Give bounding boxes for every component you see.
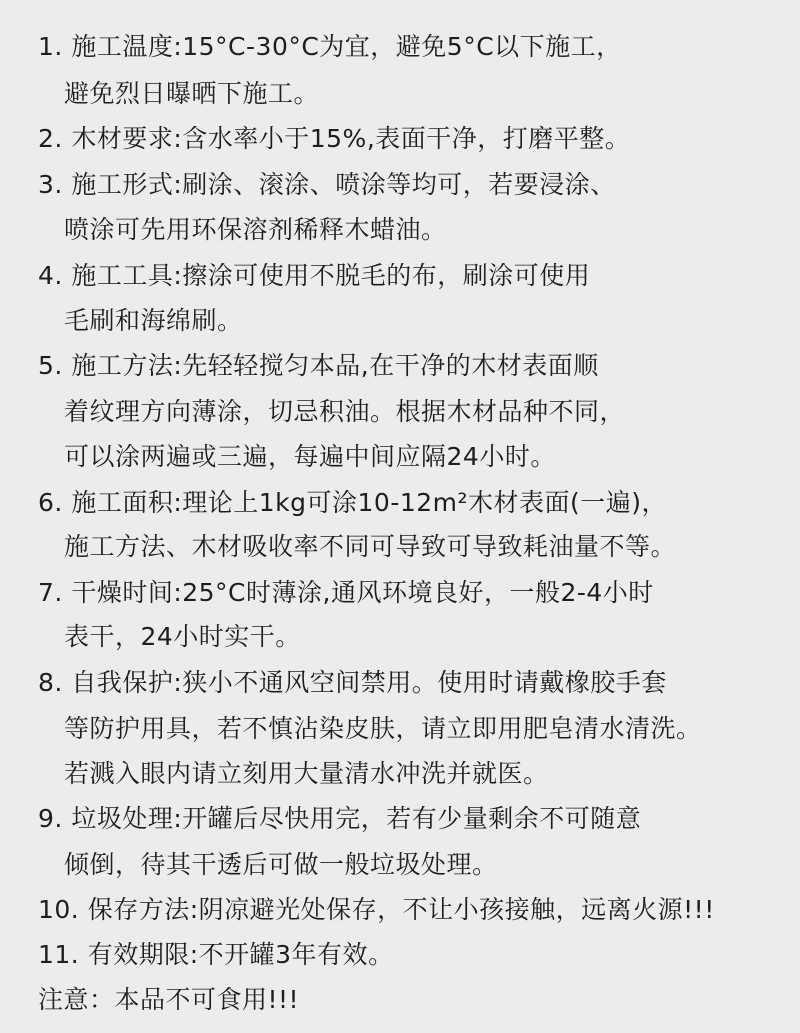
item-9-line-2: 倾倒，待其干透后可做一般垃圾处理。 xyxy=(64,850,498,879)
item-7-line-2: 表干，24小时实干。 xyxy=(64,622,301,651)
item-3-line-2: 喷涂可先用环保溶剂稀释木蜡油。 xyxy=(64,215,447,244)
item-1-line-2: 避免烈日曝晒下施工。 xyxy=(64,79,320,108)
item-5-line-1: 5. 施工方法:先轻轻搅匀本品,在干净的木材表面顺 xyxy=(38,351,599,380)
item-4-line-2: 毛刷和海绵刷。 xyxy=(64,306,243,335)
item-1-line-1: 1. 施工温度:15°C-30°C为宜，避免5°C以下施工， xyxy=(38,32,622,61)
item-8-line-3: 若溅入眼内请立刻用大量清水冲洗并就医。 xyxy=(64,759,549,788)
item-9-line-1: 9. 垃圾处理:开罐后尽快用完，若有少量剩余不可随意 xyxy=(38,804,642,833)
note-line: 注意：本品不可食用!!! xyxy=(38,985,300,1014)
item-8-line-1: 8. 自我保护:狭小不通风空间禁用。使用时请戴橡胶手套 xyxy=(38,668,667,697)
item-7-line-1: 7. 干燥时间:25°C时薄涂,通风环境良好，一般2-4小时 xyxy=(38,578,654,607)
item-8-line-2: 等防护用具，若不慎沾染皮肤，请立即用肥皂清水清洗。 xyxy=(64,714,702,743)
item-11-line-1: 11. 有效期限:不开罐3年有效。 xyxy=(38,940,394,969)
item-5-line-3: 可以涂两遍或三遍，每遍中间应隔24小时。 xyxy=(64,442,556,471)
item-3-line-1: 3. 施工形式:刷涂、滚涂、喷涂等均可，若要浸涂、 xyxy=(38,170,616,199)
item-4-line-1: 4. 施工工具:擦涂可使用不脱毛的布，刷涂可使用 xyxy=(38,261,591,290)
item-6-line-2: 施工方法、木材吸收率不同可导致可导致耗油量不等。 xyxy=(64,532,677,561)
item-6-line-1: 6. 施工面积:理论上1kg可涂10-12m²木材表面(一遍)， xyxy=(38,488,668,517)
item-10-line-1: 10. 保存方法:阴凉避光处保存，不让小孩接触，远离火源!!! xyxy=(38,895,715,924)
item-2-line-1: 2. 木材要求:含水率小于15%,表面干净，打磨平整。 xyxy=(38,124,631,153)
item-5-line-2: 着纹理方向薄涂，切忌积油。根据木材品种不同， xyxy=(64,397,626,426)
